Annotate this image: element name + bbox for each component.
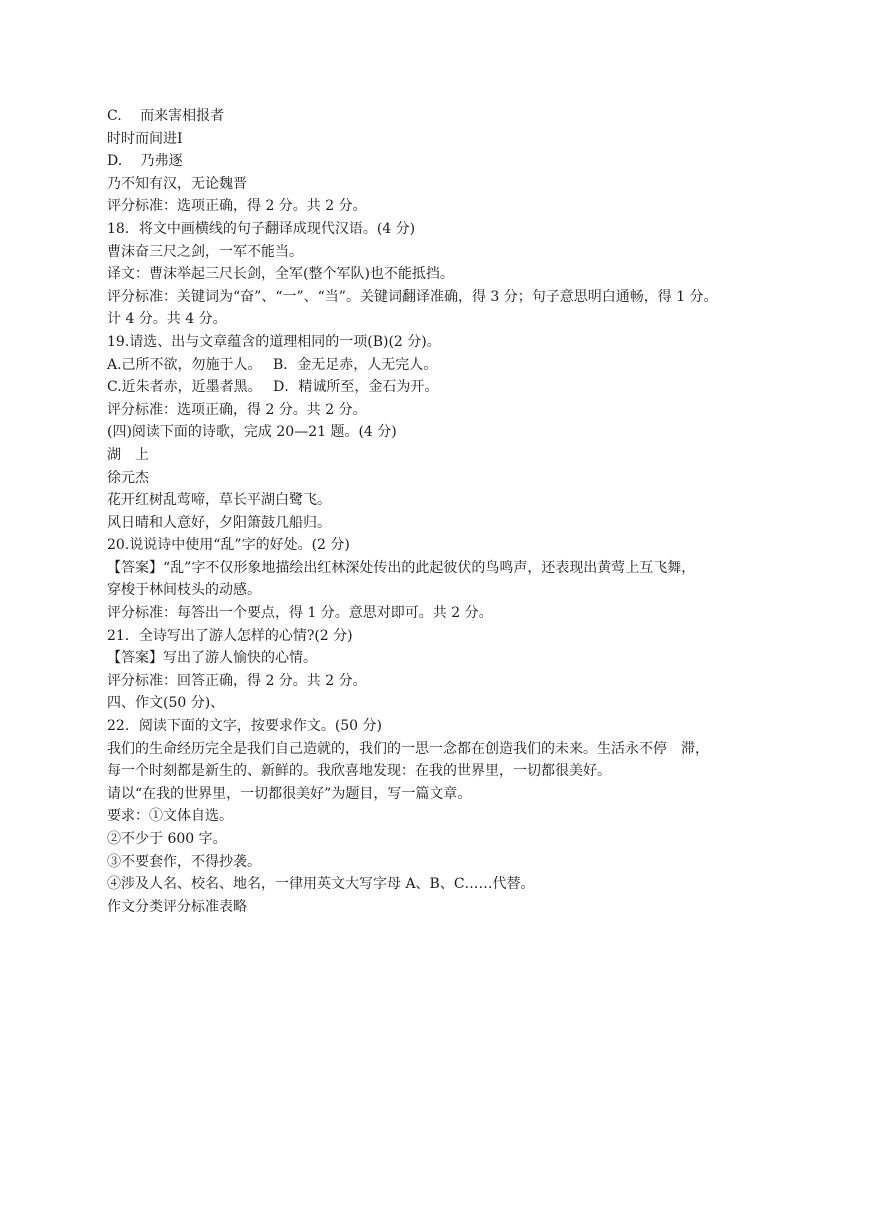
- scoring-q18: 评分标准：关键词为“奋”、“一”、“当”。关键词翻译准确，得 3 分；句子意思明白通畅，得 1 分。: [107, 288, 718, 305]
- scoring-q20: 评分标准：每答出一个要点，得 1 分。意思对即可。共 2 分。: [107, 605, 493, 622]
- essay-scoring-note: 作文分类评分标准表略: [107, 898, 247, 915]
- question-22: 22．阅读下面的文字，按要求作文。(50 分): [107, 718, 383, 735]
- question-19: 19.请选、出与文章蕴含的道理相同的一项(B)(2 分)。: [107, 333, 441, 350]
- essay-requirement-3: ③不要套作，不得抄袭。: [107, 853, 261, 870]
- q18-sentence: 曹沫奋三尺之剑，一军不能当。: [107, 243, 303, 260]
- scoring-q21: 评分标准：回答正确，得 2 分。共 2 分。: [107, 672, 367, 689]
- q19-options-cd: C.近朱者赤，近墨者黑。 D．精诚所至，金石为开。: [107, 379, 439, 396]
- poem-line-2: 风日晴和人意好，夕阳箫鼓几船归。: [107, 514, 331, 531]
- essay-prompt-2: 每一个时刻都是新生的、新鲜的。我欣喜地发现：在我的世界里，一切都很美好。: [107, 763, 611, 780]
- q20-answer: 【答案】“乱”字不仅形象地描绘出红林深处传出的此起彼伏的鸟鸣声，还表现出黄莺上互飞舞，: [107, 559, 696, 576]
- q21-answer: 【答案】写出了游人愉快的心情。: [107, 650, 317, 667]
- poem-line-1: 花开红树乱莺啼，草长平湖白鹭飞。: [107, 492, 331, 509]
- essay-prompt-1: 我们的生命经历完全是我们自己造就的，我们的一思一念都在创造我们的未来。生活永不停 滞，: [107, 740, 709, 757]
- option-d-text: 乃不知有汉，无论魏晋: [107, 175, 247, 192]
- question-21: 21．全诗写出了游人怎样的心情?(2 分): [107, 627, 353, 644]
- scoring-q17: 评分标准：选项正确，得 2 分。共 2 分。: [107, 198, 367, 215]
- section-essay-heading: 四、作文(50 分)、: [107, 695, 225, 712]
- essay-requirement-1: 要求：①文体自选。: [107, 808, 233, 825]
- q18-translation: 译文：曹沫举起三尺长剑，全军(整个军队)也不能抵挡。: [107, 266, 454, 283]
- question-18: 18．将文中画横线的句子翻译成现代汉语。(4 分): [107, 220, 416, 237]
- question-20: 20.说说诗中使用“乱”字的好处。(2 分): [107, 537, 350, 554]
- poem-title: 湖 上: [107, 446, 149, 463]
- essay-title-instruction: 请以“在我的世界里，一切都很美好”为题目，写一篇文章。: [107, 785, 472, 802]
- option-c-text: 时时而间进Ⅰ: [107, 130, 183, 147]
- document-page: [107, 105, 767, 918]
- essay-requirement-4: ④涉及人名、校名、地名，一律用英文大写字母 A、B、C……代替。: [107, 876, 535, 893]
- scoring-q19: 评分标准：选项正确，得 2 分。共 2 分。: [107, 401, 367, 418]
- q19-options-ab: A.己所不欲，勿施于人。 B．金无足赤，人无完人。: [107, 356, 438, 373]
- section-4-heading: (四)阅读下面的诗歌，完成 20—21 题。(4 分): [107, 424, 397, 441]
- option-c: C. 而来害相报者: [107, 108, 225, 124]
- poem-author: 徐元杰: [107, 469, 149, 486]
- option-d: D. 乃弗逐: [107, 153, 183, 170]
- essay-requirement-2: ②不少于 600 字。: [107, 831, 227, 847]
- q20-answer-cont: 穿梭于林间枝头的动感。: [107, 582, 261, 599]
- scoring-q18-cont: 计 4 分。共 4 分。: [107, 311, 227, 328]
